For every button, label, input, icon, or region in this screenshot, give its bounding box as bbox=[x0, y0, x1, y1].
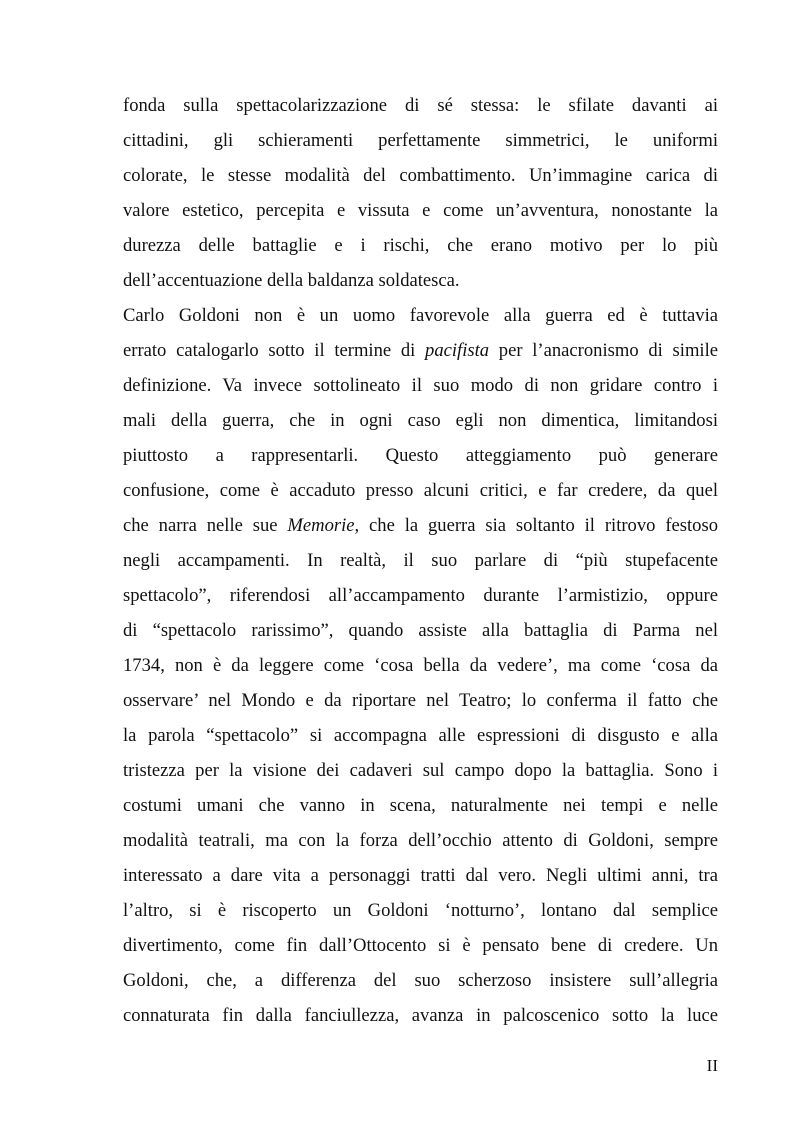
text-line: connaturata fin dalla fanciullezza, avanza in palcoscenico sotto la luce bbox=[123, 1005, 718, 1026]
page-number: II bbox=[706, 1056, 718, 1075]
text-line: Carlo Goldoni non è un uomo favorevole alla guerra ed è tuttavia bbox=[123, 305, 718, 326]
text-line: piuttosto a rappresentarli. Questo atteggiamento può generare bbox=[123, 445, 718, 466]
text-line: interessato a dare vita a personaggi tratti dal vero. Negli ultimi anni, tra bbox=[123, 865, 718, 886]
body-text bbox=[123, 88, 718, 1033]
text-line: spettacolo”, riferendosi all’accampamento durante l’armistizio, oppure bbox=[123, 585, 718, 606]
text-line: fonda sulla spettacolarizzazione di sé stessa: le sfilate davanti ai bbox=[123, 95, 718, 116]
text-line: di “spettacolo rarissimo”, quando assiste alla battaglia di Parma nel bbox=[123, 620, 718, 641]
text-line: Goldoni, che, a differenza del suo scherzoso insistere sull’allegria bbox=[123, 970, 718, 991]
text-line: confusione, come è accaduto presso alcuni critici, e far credere, da quel bbox=[123, 480, 718, 501]
text-line: colorate, le stesse modalità del combattimento. Un’immagine carica di bbox=[123, 165, 718, 186]
text-line: 1734, non è da leggere come ‘cosa bella da vedere’, ma come ‘cosa da bbox=[123, 655, 718, 676]
text-line: definizione. Va invece sottolineato il suo modo di non gridare contro i bbox=[123, 375, 718, 396]
text-line: l’altro, si è riscoperto un Goldoni ‘notturno’, lontano dal semplice bbox=[123, 900, 718, 921]
text-line: osservare’ nel Mondo e da riportare nel Teatro; lo conferma il fatto che bbox=[123, 690, 718, 711]
text-line: divertimento, come fin dall’Ottocento si è pensato bene di credere. Un bbox=[123, 935, 718, 956]
text-line: negli accampamenti. In realtà, il suo parlare di “più stupefacente bbox=[123, 550, 718, 571]
text-fragment: errato catalogarlo sotto il termine di bbox=[123, 340, 426, 361]
text-line bbox=[123, 333, 718, 368]
italic-title: Memorie bbox=[287, 515, 355, 536]
text-line: valore estetico, percepita e vissuta e come un’avventura, nonostante la bbox=[123, 200, 718, 221]
text-line: durezza delle battaglie e i rischi, che erano motivo per lo più bbox=[123, 235, 718, 256]
text-line: costumi umani che vanno in scena, naturalmente nei tempi e nelle bbox=[123, 795, 718, 816]
text-line: mali della guerra, che in ogni caso egli non dimentica, limitandosi bbox=[123, 410, 718, 431]
text-line: modalità teatrali, ma con la forza dell’occhio attento di Goldoni, sempre bbox=[123, 830, 718, 851]
text-line: cittadini, gli schieramenti perfettamente simmetrici, le uniformi bbox=[123, 130, 718, 151]
text-line bbox=[123, 508, 718, 543]
text-line: la parola “spettacolo” si accompagna alle espressioni di disgusto e alla bbox=[123, 725, 718, 746]
text-fragment: , che la guerra sia soltanto il ritrovo festoso bbox=[354, 515, 718, 536]
text-fragment: che narra nelle sue bbox=[123, 515, 288, 536]
text-line: dell’accentuazione della baldanza soldatesca. bbox=[123, 270, 460, 291]
text-line: tristezza per la visione dei cadaveri sul campo dopo la battaglia. Sono i bbox=[123, 760, 718, 781]
italic-term: pacifista bbox=[425, 340, 490, 361]
text-fragment: per l’anacronismo di simile bbox=[489, 340, 718, 361]
